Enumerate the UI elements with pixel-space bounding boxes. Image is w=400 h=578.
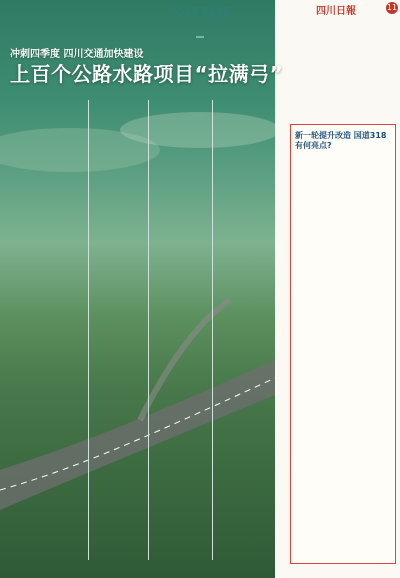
page-number-badge: 11 [386,3,398,12]
section-title: 经济观察 [169,4,230,22]
sidebar-title: 新一轮提升改造 国道318有何亮点? [295,131,387,150]
column-divider [148,100,149,560]
article-column-4 [290,16,396,120]
kicker-headline: 冲刺四季度 四川交通加快建设 [10,49,144,60]
article-column-2 [152,104,210,560]
sidebar-article-box [290,124,396,564]
lead-paragraph [4,92,78,240]
page-footer [0,568,400,578]
column-divider [88,100,89,560]
article-column-3 [216,104,286,560]
main-headline: 上百个公路水路项目“拉满弓” [10,62,284,86]
masthead-logo: 四川日報 [316,6,356,17]
column-divider [212,100,213,560]
article-column-1 [92,104,146,560]
section-subtitle [196,36,204,38]
